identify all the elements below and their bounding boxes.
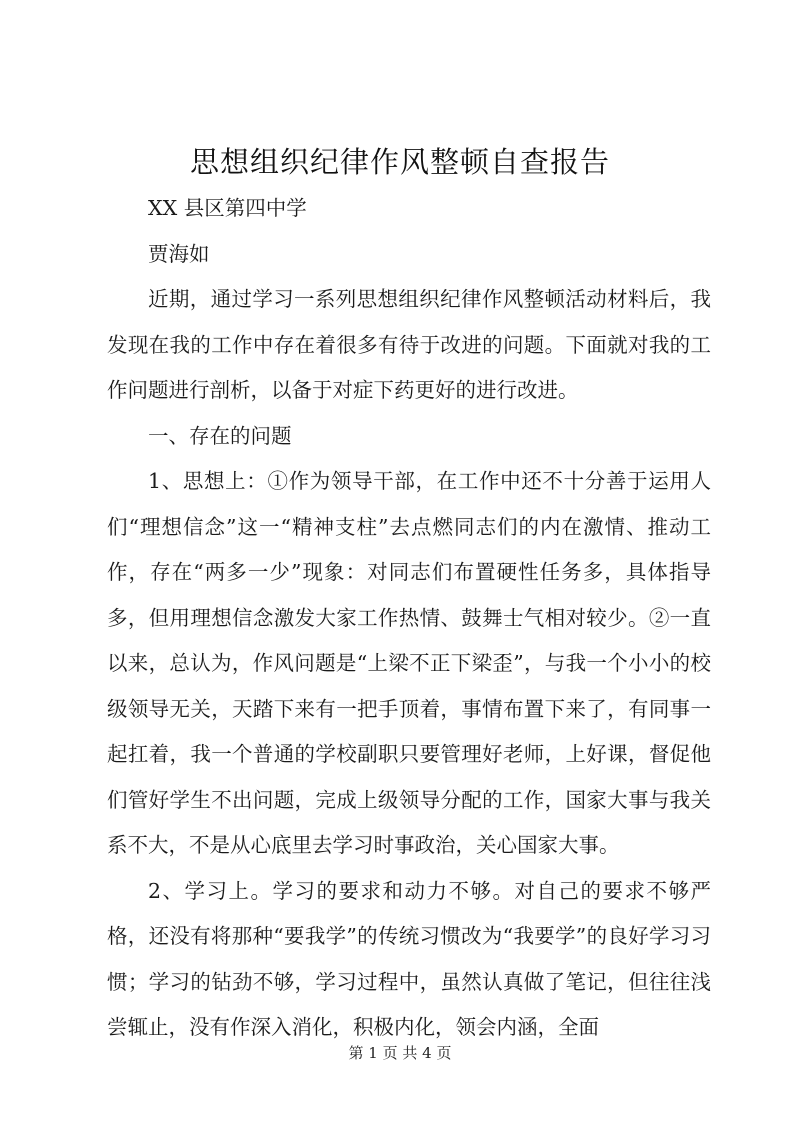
paragraph-ideology: 1、思想上：①作为领导干部，在工作中还不十分善于运用人们“理想信念”这一“精神支柱”去点燃同志们的内在激情、推动工作，存在“两多一少”现象：对同志们布置硬性任务多，具体指导多，但用理想信念激发大家工作热情、鼓舞士气相对较少。②一直以来，总认为，作风问题是“上梁不正下梁歪”，与我一个小小的校级领导无关，天踏下来有一把手顶着，事情布置下来了，有同事一起扛着，我一个普通的学校副职只要管理好老师，上好课，督促他们管好学生不出问题，完成上级领导分配的工作，国家大事与我关系不大，不是从心底里去学习时事政治，关心国家大事。 [107,469,711,857]
paragraph-study: 2、学习上。学习的要求和动力不够。对自己的要求不够严格，还没有将那种“要我学”的传统习惯改为“我要学”的良好学习习惯；学习的钻劲不够，学习过程中，虽然认真做了笔记，但往往浅尝辄止，没有作深入消化，积极内化，领会内涵，全面 [107,878,711,1039]
author-line: 贾海如 [148,241,210,266]
page-number-footer: 第 1 页 共 4 页 [348,1044,452,1062]
school-line: XX 县区第四中学 [148,196,307,220]
paragraph-intro: 近期，通过学习一系列思想组织纪律作风整顿活动材料后，我发现在我的工作中存在着很多有待于改进的问题。下面就对我的工作问题进行剖析，以备于对症下药更好的进行改进。 [107,287,711,402]
section-heading-problems: 一、存在的问题 [148,423,292,448]
document-body [107,186,711,1051]
document-title: 思想组织纪律作风整顿自查报告 [189,145,610,179]
